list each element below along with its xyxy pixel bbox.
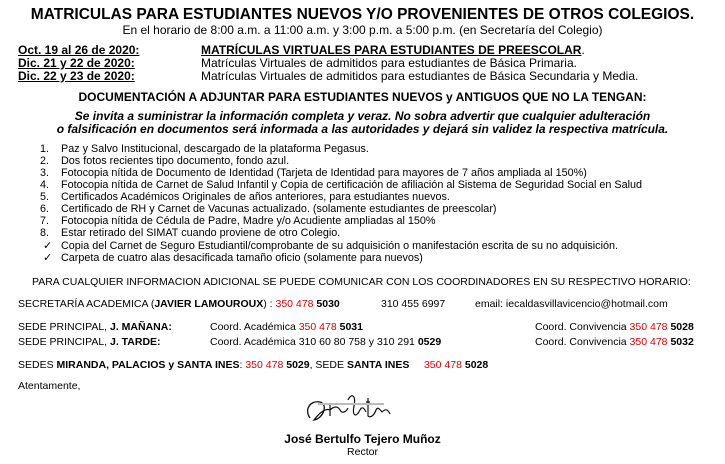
page-title: MATRICULAS PARA ESTUDIANTES NUEVOS Y/O PROVENIENTES DE OTROS COLEGIOS. xyxy=(30,6,695,23)
schedule-desc-1: MATRÍCULAS VIRTUALES PARA ESTUDIANTES DE PREESCOLAR. xyxy=(201,43,585,57)
schedule-desc-2: Matrículas Virtuales de admitidos para estudiantes de Básica Primaria. xyxy=(201,56,577,70)
schedule-date-1: Oct. 19 al 26 de 2020: xyxy=(18,43,140,57)
contact-email[interactable]: email: iecaldasvillavicencio@hotmail.com xyxy=(475,298,668,310)
signature-line xyxy=(318,403,384,405)
contact-intro: PARA CUALQUIER INFORMACION ADICIONAL SE PUEDE COMUNICAR CON LOS COORDINADORES EN SU RESPECTIVO HORARIO: xyxy=(32,276,691,288)
sede-tarde-label: SEDE PRINCIPAL, J. TARDE: xyxy=(18,336,161,348)
sedes-line: SEDES MIRANDA, PALACIOS y SANTA INES: 350 478 5029, SEDE SANTA INES 350 478 5028 xyxy=(18,359,489,371)
checkmark-icon: ✓ xyxy=(43,240,53,252)
sede-tarde-academica: Coord. Académica 310 60 80 758 y 310 291 0529 xyxy=(210,336,442,348)
signer-role: Rector xyxy=(347,446,378,458)
schedule-hours: En el horario de 8:00 a.m. a 11:00 a.m. y 3:00 p.m. a 5:00 p.m. (en Secretaría del Colegio) xyxy=(122,23,603,37)
sede-tarde-convivencia: Coord. Convivencia 350 478 5032 xyxy=(535,336,694,348)
checkmark-icon: ✓ xyxy=(43,252,53,264)
sede-manana-label: SEDE PRINCIPAL, J. MAÑANA: xyxy=(18,321,172,333)
list-item: 2. Dos fotos recientes tipo documento, fondo azul. xyxy=(40,155,290,167)
warning-line-2: o falsificación en documentos será informada a las autoridades y dejará sin validez la respectiva matrícula. xyxy=(56,122,669,136)
list-item: 6. Certificado de RH y Carnet de Vacunas actualizado. (solamente estudiantes de preescolar) xyxy=(40,203,497,215)
documentation-heading: DOCUMENTACIÓN A ADJUNTAR PARA ESTUDIANTES NUEVOS y ANTIGUOS QUE NO LA TENGAN: xyxy=(78,90,647,104)
secretaria-line: SECRETARÍA ACADEMICA (JAVIER LAMOUROUX) : 350 478 5030 xyxy=(18,298,340,310)
signature-image xyxy=(300,388,410,430)
list-item: ✓ Copia del Carnet de Seguro Estudiantil/comprobante de su adquisición o manifestación escrita de su no adquisición. xyxy=(40,239,618,252)
salutation: Atentamente, xyxy=(18,380,81,392)
schedule-date-3: Dic. 22 y 23 de 2020: xyxy=(18,69,135,83)
schedule-date-2: Dic. 21 y 22 de 2020: xyxy=(18,56,135,70)
warning-line-1: Se invita a suministrar la información completa y veraz. No sobra advertir que cualquier adulteración xyxy=(74,109,651,123)
sede-manana-academica: Coord. Académica 350 478 5031 xyxy=(210,321,363,333)
signer-name: José Bertulfo Tejero Muñoz xyxy=(284,432,441,446)
list-item: ✓ Carpeta de cuatro alas desacificada tamaño oficio (solamente para nuevos) xyxy=(40,251,423,264)
list-item: 8. Estar retirado del SIMAT cuando proviene de otro Colegio. xyxy=(40,227,341,239)
list-item: 7. Fotocopia nítida de Cédula de Padre, Madre y/o Acudiente ampliadas al 150% xyxy=(40,215,436,227)
list-item: 4. Fotocopia nítida de Carnet de Salud Infantil y Copia de certificación de afiliación al Sistema de Seguridad Social en Salud xyxy=(40,179,642,191)
list-item: 1. Paz y Salvo Institucional, descargado de la plataforma Pegasus. xyxy=(40,143,369,155)
schedule-desc-3: Matrículas Virtuales de admitidos para estudiantes de Básica Secundaria y Media. xyxy=(201,69,639,83)
sede-manana-convivencia: Coord. Convivencia 350 478 5028 xyxy=(535,321,694,333)
list-item: 3. Fotocopia nítida de Documento de Identidad (Tarjeta de Identidad para mayores de 7 años ampliada al 150%) xyxy=(40,167,587,179)
list-item: 5. Certificados Académicos Originales de años anteriores, para estudiantes nuevos. xyxy=(40,191,450,203)
secretaria-phone-2: 310 455 6997 xyxy=(381,298,446,310)
